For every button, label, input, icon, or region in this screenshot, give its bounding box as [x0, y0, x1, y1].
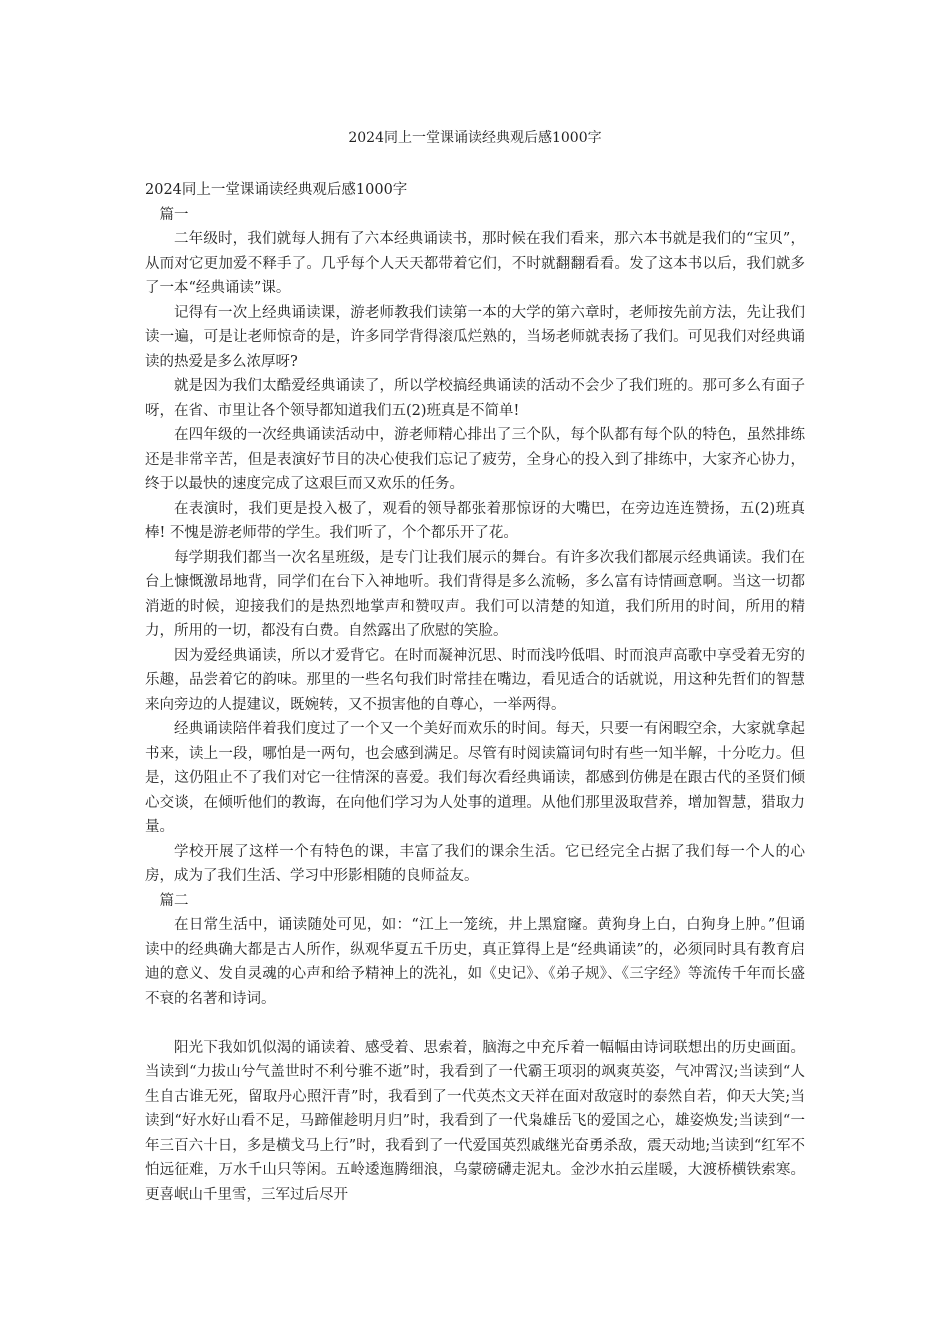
paragraph: 经典诵读陪伴着我们度过了一个又一个美好而欢乐的时间。每天，只要一有闲暇空余，大家就拿起书来，读上一段，哪怕是一两句，也会感到满足。尽管有时阅读篇词句时有些一知半解，十分吃力。但是，这仍阻止不了我们对它一往情深的喜爱。我们每次看经典诵读，都感到仿佛是在跟古代的圣贤们倾心交谈，在倾听他们的教诲，在向他们学习为人处事的道理。从他们那里汲取营养，增加智慧，猎取力量。 [145, 721, 805, 835]
section-2-label: 篇二 [159, 892, 189, 909]
page-title: 2024同上一堂课诵读经典观后感1000字 [348, 130, 602, 146]
paragraph: 就是因为我们太酷爱经典诵读了，所以学校搞经典诵读的活动不会少了我们班的。那可多么有面子呀，在省、市里让各个领导都知道我们五(2)班真是不简单! [145, 378, 805, 419]
paragraph: 在表演时，我们更是投入极了，观看的领导都张着那惊讶的大嘴巴，在旁边连连赞扬，五(2)班真棒! 不愧是游老师带的学生。我们听了，个个都乐开了花。 [145, 500, 805, 541]
paragraph: 阳光下我如饥似渴的诵读着、感受着、思索着，脑海之中充斥着一幅幅由诗词联想出的历史画面。当读到“力拔山兮气盖世时不利兮骓不逝”时，我看到了一代霸王项羽的飒爽英姿，气冲霄汉;当读到“人生自古谁无死，留取丹心照汗青”时，我看到了一代英杰文天祥在面对敌寇时的泰然自若，仰天大笑;当读到“好水好山看不足，马蹄催趁明月归”时，我看到了一代枭雄岳飞的爱国之心，雄姿焕发;当读到“一年三百六十日，多是横戈马上行”时，我看到了一代爱国英烈戚继光奋勇杀敌，震天动地;当读到“红军不怕远征难，万水千山只等闲。五岭逶迤腾细浪，乌蒙磅礴走泥丸。金沙水拍云崖暖，大渡桥横铁索寒。更喜岷山千里雪，三军过后尽开 [145, 1039, 805, 1203]
paragraph: 学校开展了这样一个有特色的课，丰富了我们的课余生活。它已经完全占据了我们每一个人的心房，成为了我们生活、学习中形影相随的良师益友。 [145, 843, 805, 884]
paragraph: 在四年级的一次经典诵读活动中，游老师精心排出了三个队，每个队都有每个队的特色，虽然排练还是非常辛苦，但是表演好节目的决心使我们忘记了疲劳，全身心的投入到了排练中，大家齐心协力，终于以最快的速度完成了这艰巨而又欢乐的任务。 [145, 427, 805, 492]
document-body [145, 178, 805, 1207]
paragraph: 在日常生活中，诵读随处可见，如：“江上一笼统，井上黑窟窿。黄狗身上白，白狗身上肿。”但诵读中的经典确大都是古人所作，纵观华夏五千历史，真正算得上是“经典诵读”的，必须同时具有教育启迪的意义、发自灵魂的心声和给予精神上的洗礼，如《史记》、《弟子规》、《三字经》等流传千年而长盛不衰的名著和诗词。 [145, 917, 805, 1007]
section-1-label: 篇一 [159, 206, 189, 223]
paragraph: 因为爱经典诵读，所以才爱背它。在时而凝神沉思、时而浅吟低唱、时而浪声高歌中享受着无穷的乐趣，品尝着它的韵味。那里的一些名句我们时常挂在嘴边，看见适合的话就说，用这种先哲们的智慧来向旁边的人提建议，既婉转，又不损害他的自尊心，一举两得。 [145, 647, 805, 713]
document-subtitle: 2024同上一堂课诵读经典观后感1000字 [145, 182, 408, 198]
paragraph: 二年级时，我们就每人拥有了六本经典诵读书，那时候在我们看来，那六本书就是我们的“宝贝”，从而对它更加爱不释手了。几乎每个人天天都带着它们，不时就翻翻看看。发了这本书以后，我们就多了一本“经典诵读”课。 [145, 231, 805, 296]
paragraph: 每学期我们都当一次名星班级，是专门让我们展示的舞台。有许多次我们都展示经典诵读。我们在台上慷慨激昂地背，同学们在台下入神地听。我们背得是多么流畅，多么富有诗情画意啊。当这一切都消逝的时候，迎接我们的是热烈地掌声和赞叹声。我们可以清楚的知道，我们所用的时间，所用的精力，所用的一切，都没有白费。自然露出了欣慰的笑脸。 [145, 549, 805, 639]
paragraph: 记得有一次上经典诵读课，游老师教我们读第一本的大学的第六章时，老师按先前方法，先让我们读一遍，可是让老师惊奇的是，许多同学背得滚瓜烂熟的，当场老师就表扬了我们。可见我们对经典诵读的热爱是多么浓厚呀? [145, 304, 805, 370]
